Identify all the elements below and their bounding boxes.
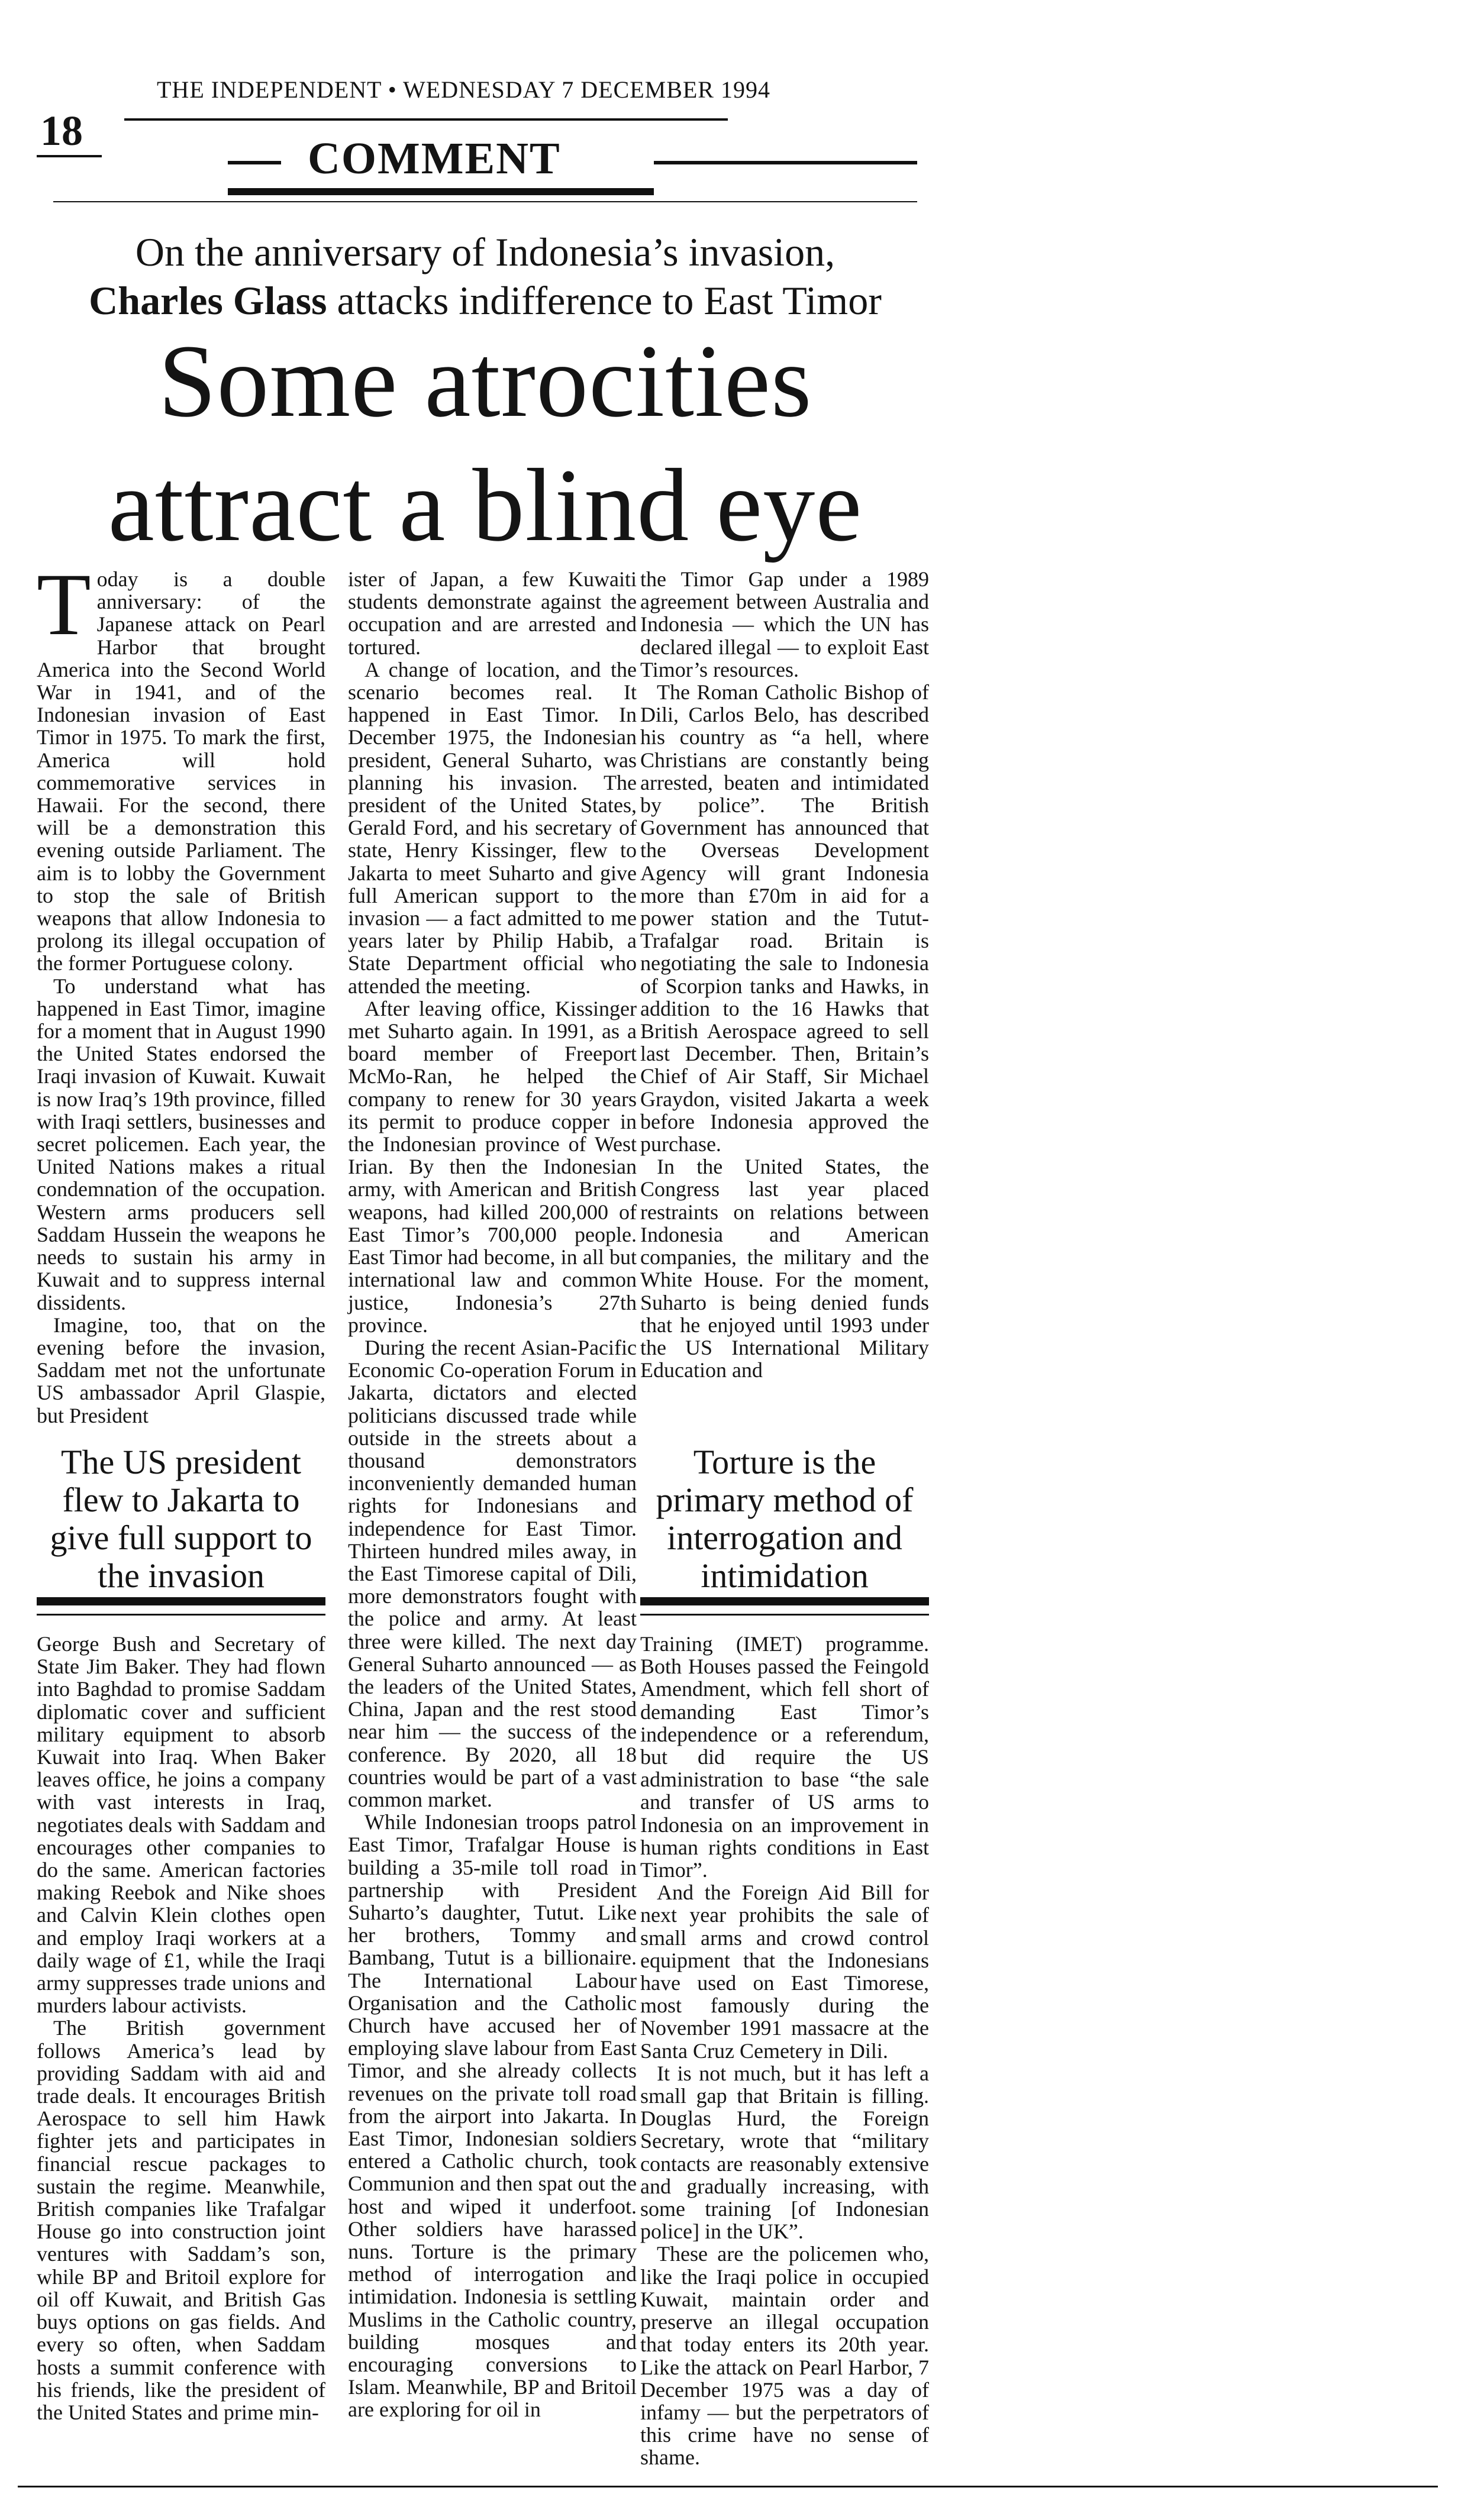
pull-quote-2-bar [640, 1597, 929, 1605]
page-bottom-rule [18, 2486, 1438, 2487]
article-paragraph: Today is a double anniversary: of the Japanese attack on Pearl Harbor that brought America into the Second World War in 1941, and of the Indonesian invasion of East Timor in 1975. To mark the first, America will hold commemorative services in Hawaii. For the second, there will be a demonstration this evening outside Parliament. The aim is to lobby the Government to stop the sale of British weapons that allow Indonesia to prolong its illegal occupation of the former Portuguese colony. [37, 555, 325, 975]
article-paragraph: And the Foreign Aid Bill for next year prohibits the sale of small arms and crowd control equipment that the Indonesians have used on East Timorese, most famously during the November 1991 massacre at the Santa Cruz Cemetery in Dili. [640, 1881, 929, 2063]
article-paragraph: ister of Japan, a few Kuwaiti students demonstrate against the occupation and are arrested and tortured. [348, 567, 637, 659]
article-paragraph: Training (IMET) programme. Both Houses passed the Feingold Amendment, which fell short of demanding East Timor’s independence or a referendum, but did require the US administration to base “the sale and transfer of US arms to Indonesia on an improvement in human rights conditions in East Timor”. [640, 1632, 929, 1882]
section-underline-thick [228, 188, 654, 195]
article-column-1 [37, 555, 325, 1427]
article-paragraph: While Indonesian troops patrol East Timor, Trafalgar House is building a 35-mile toll road in partnership with President Suharto’s daughter, Tutut. Like her brothers, Tommy and Bambang, Tutut is a billionaire. The International Labour Organisation and the Catholic Church have accused her of employing slave labour from East Timor, and she already collects revenues on the private toll road from the airport into Jakarta. In East Timor, Indonesian soldiers entered a Catholic church, took Communion and then spat out the host and wiped it underfoot. Other soldiers have harassed nuns. Torture is the primary method of interrogation and intimidation. Indonesia is settling Muslims in the Catholic country, building mosques and encouraging conversions to Islam. Meanwhile, BP and Britoil are exploring for oil in [348, 1810, 637, 2422]
masthead: THE INDEPENDENT • WEDNESDAY 7 DECEMBER 1994 [157, 76, 770, 103]
article-paragraph: The Roman Catholic Bishop of Dili, Carlos Belo, has described his country as “a hell, where Christians are constantly being arrested, beaten and intimidated by police”. The British Government has announced that the Overseas Development Agency will grant Indonesia more than £70m in aid for a power station and the Tutut-Trafalgar road. Britain is negotiating the sale to Indonesia of Scorpion tanks and Hawks, in addition to the 16 Hawks that British Aerospace agreed to sell last December. Then, Britain’s Chief of Air Staff, Sir Michael Graydon, visited Jakarta a week before Indonesia approved the purchase. [640, 680, 929, 1156]
kicker-line-2-rest: attacks indifference to East Timor [337, 278, 882, 323]
page-number-underline [37, 155, 102, 157]
article-paragraph: the Timor Gap under a 1989 agreement between Australia and Indonesia — which the UN has declared illegal — to exploit East Timor’s resources. [640, 567, 929, 681]
article-paragraph: George Bush and Secretary of State Jim Baker. They had flown into Baghdad to promise Saddam diplomatic cover and sufficient military equipment to absorb Kuwait into Iraq. When Baker leaves office, he joins a company with vast interests in Iraq, negotiates deals with Saddam and encourages other companies to do the same. American factories making Reebok and Nike shoes and Calvin Klein clothes open and employ Iraqi workers at a daily wage of £1, while the Iraqi army suppresses trade unions and murders labour activists. [37, 1632, 325, 2018]
author-name: Charles Glass [89, 278, 327, 323]
article-column-2 [348, 568, 637, 2421]
section-underline-thin [53, 201, 917, 202]
pull-quote-2-bar-thin [640, 1614, 929, 1616]
drop-cap: T [37, 555, 91, 654]
kicker [41, 228, 929, 325]
pull-quote-1-bar [37, 1597, 325, 1605]
article-column-3 [640, 568, 929, 1381]
article-paragraph: The British government follows America’s lead by providing Saddam with aid and trade deals. It encourages British Aerospace to sell him Hawk fighter jets and participates in financial rescue packages to sustain the regime. Meanwhile, British companies like Trafalgar House go into construction joint ventures with Saddam’s son, while BP and Britoil explore for oil off Kuwait, and British Gas buys options on gas fields. And every so often, when Saddam hosts a summit conference with his friends, like the president of the United States and prime min- [37, 2016, 325, 2424]
section-title: COMMENT [308, 134, 561, 183]
article-paragraph: After leaving office, Kissinger met Suharto again. In 1991, as a board member of Freeport McMo-Ran, he helped the company to renew for 30 years its permit to produce copper in the Indonesian province of West Irian. By then the Indonesian army, with American and British weapons, had killed 200,000 of East Timor’s 700,000 people. East Timor had become, in all but international law and common justice, Indonesia’s 27th province. [348, 996, 637, 1337]
article-paragraph: To understand what has happened in East Timor, imagine for a moment that in August 1990 the United States endorsed the Iraqi invasion of Kuwait. Kuwait is now Iraq’s 19th province, filled with Iraqi settlers, businesses and secret policemen. Each year, the United Nations makes a ritual condemnation of the occupation. Western arms producers sell Saddam Hussein the weapons he needs to sustain his army in Kuwait and to suppress internal dissidents. [37, 974, 325, 1314]
section-rule-right [654, 161, 917, 164]
article-paragraph: During the recent Asian-Pacific Economic Co-operation Forum in Jakarta, dictators and elected politicians discussed trade while outside in the streets about a thousand demonstrators inconveniently demanded human rights for Indonesians and independence for East Timor. Thirteen hundred miles away, in the East Timorese capital of Dili, more demonstrators fought with the police and army. At least three were killed. The next day General Suharto announced — as the leaders of the United States, China, Japan and the rest stood near him — the success of the conference. By 2020, all 18 countries would be part of a vast common market. [348, 1335, 637, 1811]
section-rule-left [228, 161, 281, 164]
headline-line-2: attract a blind eye [108, 448, 863, 563]
headline-line-1: Some atrocities [158, 324, 812, 439]
headline [41, 319, 929, 568]
pull-quote-2: Torture is the primary method of interrogation and intimidation [656, 1443, 914, 1595]
article-paragraph: Imagine, too, that on the evening before the invasion, Saddam met not the unfortunate US ambassador April Glaspie, but President [37, 1313, 325, 1427]
pull-quote-1-bar-thin [37, 1614, 325, 1616]
article-paragraph: A change of location, and the scenario becomes real. It happened in East Timor. In December 1975, the Indonesian president, General Suharto, was planning his invasion. The president of the United States, Gerald Ford, and his secretary of state, Henry Kissinger, flew to Jakarta to meet Suharto and give full American support to the invasion — a fact admitted to me years later by Philip Habib, a State Department official who attended the meeting. [348, 657, 637, 998]
masthead-rule [124, 118, 728, 121]
article-paragraph: It is not much, but it has left a small gap that Britain is filling. Douglas Hurd, the Foreign Secretary, wrote that “military contacts are reasonably extensive and gradually increasing, with some training [of Indonesian police] in the UK”. [640, 2061, 929, 2244]
article-paragraph: In the United States, the Congress last year placed restraints on relations between Indonesia and American companies, the military and the White House. For the moment, Suharto is being denied funds that he enjoyed until 1993 under the US International Military Education and [640, 1155, 929, 1382]
kicker-line-2 [41, 276, 929, 325]
kicker-line-1: On the anniversary of Indonesia’s invasion, [135, 230, 836, 274]
article-column-1-continued [37, 1633, 325, 2424]
page-number: 18 [40, 107, 83, 154]
pull-quote-1: The US president flew to Jakarta to give full support to the invasion [50, 1443, 312, 1595]
article-paragraph: These are the policemen who, like the Iraqi police in occupied Kuwait, maintain order and preserve an illegal occupation that today enters its 20th year. Like the attack on Pearl Harbor, 7 December 1975 was a day of infamy — but the perpetrators of this crime have no sense of shame. [640, 2242, 929, 2470]
article-column-3-continued [640, 1633, 929, 2469]
